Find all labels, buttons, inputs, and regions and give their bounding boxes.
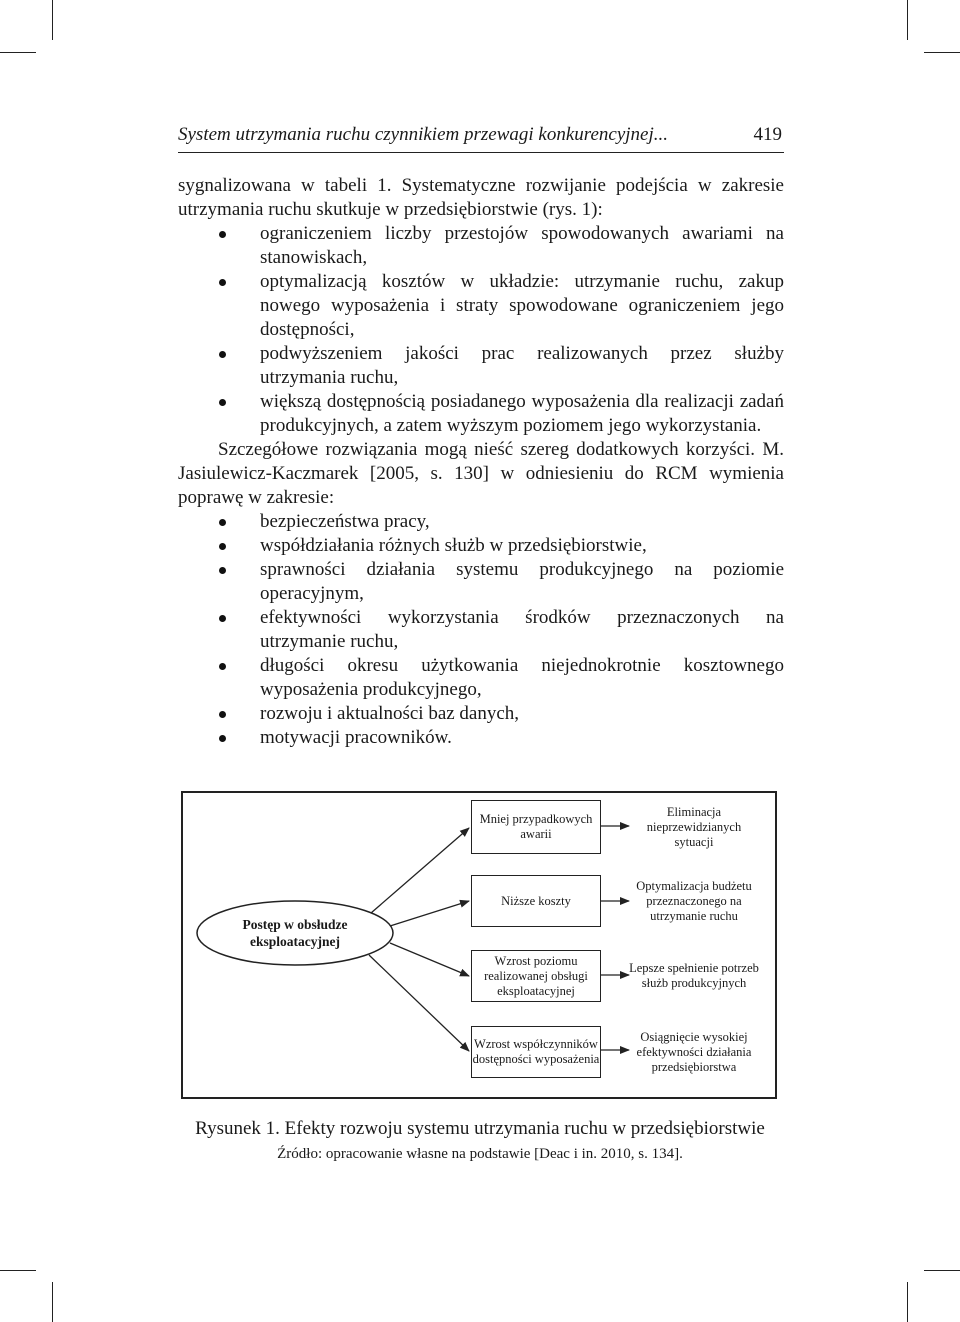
page-number: 419 — [753, 124, 782, 145]
box-availability: Wzrost współczynników dostępności wyposażenia — [471, 1026, 601, 1078]
arrow — [390, 901, 469, 926]
crop-mark — [924, 1270, 960, 1271]
intro-paragraph: sygnalizowana w tabeli 1. Systematyczne rozwijanie podejścia w zakresie utrzymania ruchu skutkuje w przedsiębiorstwie (rys. 1): — [178, 175, 784, 220]
bullet-icon — [219, 663, 226, 670]
body-text — [178, 174, 784, 750]
crop-mark — [0, 1270, 36, 1271]
list-item: rozwoju i aktualności baz danych, — [178, 702, 784, 726]
bullet-icon — [219, 543, 226, 550]
bullet-icon — [219, 231, 226, 238]
list-item: motywacji pracowników. — [178, 726, 784, 750]
crop-mark — [924, 52, 960, 53]
list-item: sprawności działania systemu produkcyjnego na poziomie operacyjnym, — [178, 558, 784, 606]
bullet-icon — [219, 615, 226, 622]
center-label: Postęp w obsłudze eksploatacyjnej — [242, 917, 348, 949]
paragraph-rcm: Szczegółowe rozwiązania mogą nieść szereg dodatkowych korzyści. M. Jasiulewicz-Kaczmarek [2005, s. 130] w odniesieniu do RCM wymienia poprawę w zakresie: — [178, 439, 784, 508]
bullet-icon — [219, 711, 226, 718]
crop-mark — [907, 1282, 908, 1322]
crop-mark — [907, 0, 908, 40]
header-title: System utrzymania ruchu czynnikiem przewagi konkurencyjnej... — [178, 124, 669, 145]
list-item: efektywności wykorzystania środków przeznaczonych na utrzymanie ruchu, — [178, 606, 784, 654]
box-lower-costs: Niższe koszty — [471, 875, 601, 927]
bullet-icon — [219, 519, 226, 526]
list-item: ograniczeniem liczby przestojów spowodowanych awariami na stanowiskach, — [178, 222, 784, 270]
box-fewer-failures: Mniej przypadkowych awarii — [471, 800, 601, 854]
bullet-icon — [219, 567, 226, 574]
figure-source: Źródło: opracowanie własne na podstawie [Deac i in. 2010, s. 134]. — [277, 1146, 683, 1162]
arrow — [371, 828, 469, 913]
list-item: większą dostępnością posiadanego wyposażenia dla realizacji zadań produkcyjnych, a zatem wyższym poziomem jego wykorzystania. — [178, 390, 784, 438]
result-eliminate: Eliminacja nieprzewidzianych sytuacji — [646, 804, 742, 849]
bullet-icon — [219, 351, 226, 358]
crop-mark — [52, 1282, 53, 1322]
list-item: bezpieczeństwa pracy, — [178, 510, 784, 534]
list-item: długości okresu użytkowania niejednokrotnie kosztownego wyposażenia produkcyjnego, — [178, 654, 784, 702]
figure-diagram — [181, 791, 777, 1099]
arrow — [390, 943, 469, 976]
bullet-icon — [219, 399, 226, 406]
box-service-level: Wzrost poziomu realizowanej obsługi eksploatacyjnej — [471, 950, 601, 1002]
improvements-list — [178, 510, 784, 750]
list-item: współdziałania różnych służb w przedsiębiorstwie, — [178, 534, 784, 558]
bullet-icon — [219, 735, 226, 742]
result-production-needs: Lepsze spełnienie potrzeb służb produkcyjnych — [629, 961, 759, 990]
list-item: podwyższeniem jakości prac realizowanych przez służby utrzymania ruchu, — [178, 342, 784, 390]
running-header — [178, 122, 784, 153]
crop-mark — [0, 52, 36, 53]
figure-caption: Rysunek 1. Efekty rozwoju systemu utrzymania ruchu w przedsiębiorstwie — [195, 1118, 765, 1139]
benefits-list — [178, 222, 784, 438]
result-efficiency: Osiągnięcie wysokiej efektywności działania przedsiębiorstwa — [636, 1029, 752, 1074]
result-budget: Optymalizacja budżetu przeznaczonego na utrzymanie ruchu — [636, 878, 752, 923]
list-item: optymalizacją kosztów w układzie: utrzymanie ruchu, zakup nowego wyposażenia i straty spowodowane ograniczeniem jego dostępności, — [178, 270, 784, 342]
bullet-icon — [219, 279, 226, 286]
crop-mark — [52, 0, 53, 40]
